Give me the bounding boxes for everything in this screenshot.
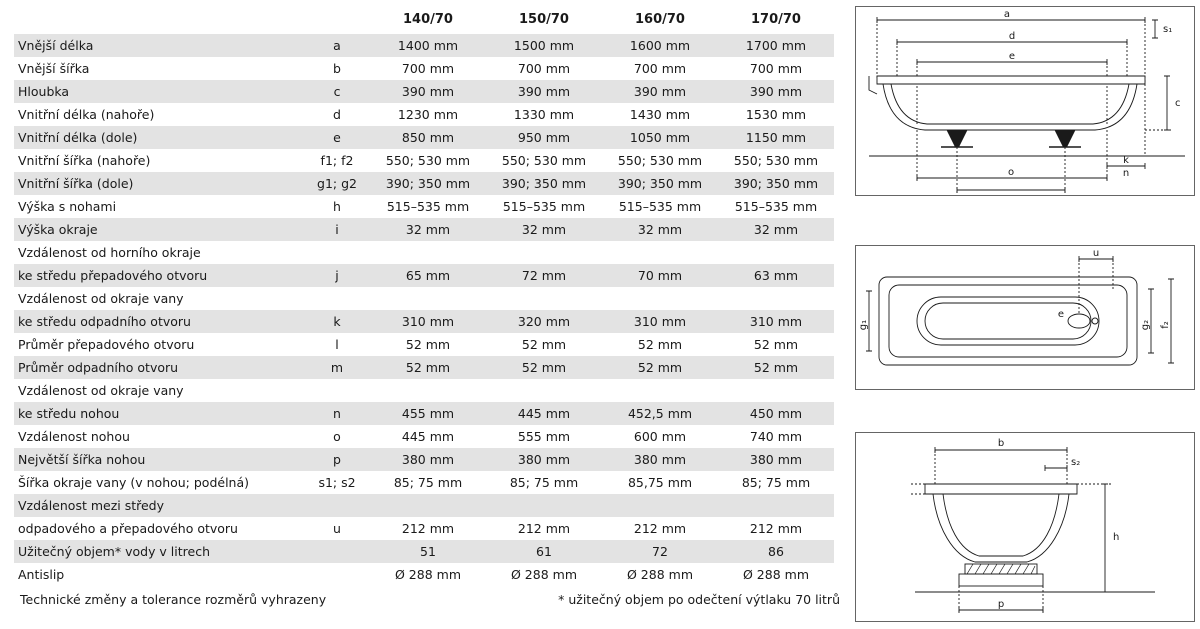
header-size-150-70: 150/70 xyxy=(486,8,602,34)
row-symbol: b xyxy=(304,57,370,80)
row-value-160: 380 mm xyxy=(602,448,718,471)
row-value-140: 390; 350 mm xyxy=(370,172,486,195)
row-value-170: 85; 75 mm xyxy=(718,471,834,494)
row-value-150: 950 mm xyxy=(486,126,602,149)
row-value-150: 515–535 mm xyxy=(486,195,602,218)
row-value-160: 70 mm xyxy=(602,264,718,287)
row-value-170: 63 mm xyxy=(718,264,834,287)
dim-label-e: e xyxy=(1008,51,1016,62)
dim-label-p: p xyxy=(997,599,1005,610)
row-value-160: Ø 288 mm xyxy=(602,563,718,586)
table-row xyxy=(14,264,834,287)
row-label: Výška okraje xyxy=(14,218,304,241)
footnote-volume: * užitečný objem po odečtení výtlaku 70 litrů xyxy=(558,592,840,607)
row-value-150 xyxy=(486,379,602,402)
table-row xyxy=(14,333,834,356)
row-symbol xyxy=(304,494,370,517)
row-value-140: 1400 mm xyxy=(370,34,486,57)
row-symbol: h xyxy=(304,195,370,218)
table-row xyxy=(14,356,834,379)
row-label: Vzdálenost nohou xyxy=(14,425,304,448)
row-value-140: 52 mm xyxy=(370,356,486,379)
row-value-160: 52 mm xyxy=(602,333,718,356)
row-value-160: 390 mm xyxy=(602,80,718,103)
row-value-170: Ø 288 mm xyxy=(718,563,834,586)
row-value-170: 390; 350 mm xyxy=(718,172,834,195)
row-value-150 xyxy=(486,287,602,310)
row-value-140: 310 mm xyxy=(370,310,486,333)
row-label: Užitečný objem* vody v litrech xyxy=(14,540,304,563)
row-value-170: 1150 mm xyxy=(718,126,834,149)
row-value-140: 515–535 mm xyxy=(370,195,486,218)
table-row xyxy=(14,517,834,540)
row-value-140: 85; 75 mm xyxy=(370,471,486,494)
dimensions-table xyxy=(14,8,834,586)
row-label: Vnější délka xyxy=(14,34,304,57)
dimensions-table-container xyxy=(14,8,834,586)
row-value-150: 555 mm xyxy=(486,425,602,448)
row-value-160: 550; 530 mm xyxy=(602,149,718,172)
header-label-col xyxy=(14,8,304,34)
row-value-150: 52 mm xyxy=(486,356,602,379)
row-symbol: a xyxy=(304,34,370,57)
row-value-140 xyxy=(370,494,486,517)
row-label: Vnitřní délka (nahoře) xyxy=(14,103,304,126)
table-row xyxy=(14,149,834,172)
row-value-150 xyxy=(486,241,602,264)
table-row xyxy=(14,103,834,126)
header-size-160-70: 160/70 xyxy=(602,8,718,34)
row-value-170: 700 mm xyxy=(718,57,834,80)
row-value-150: 1500 mm xyxy=(486,34,602,57)
row-symbol xyxy=(304,563,370,586)
row-symbol: u xyxy=(304,517,370,540)
header-symbol-col xyxy=(304,8,370,34)
row-value-150: 445 mm xyxy=(486,402,602,425)
row-value-160: 212 mm xyxy=(602,517,718,540)
row-label: Vzdálenost mezi středy xyxy=(14,494,304,517)
row-value-160: 515–535 mm xyxy=(602,195,718,218)
dim-label-g1: g₁ xyxy=(858,319,869,331)
row-symbol: n xyxy=(304,402,370,425)
row-label: Největší šířka nohou xyxy=(14,448,304,471)
row-label: ke středu odpadního otvoru xyxy=(14,310,304,333)
row-value-140 xyxy=(370,379,486,402)
row-value-170 xyxy=(718,287,834,310)
dim-label-e-top: e xyxy=(1057,309,1065,320)
row-symbol: m xyxy=(304,356,370,379)
row-value-140 xyxy=(370,241,486,264)
row-value-150: 390; 350 mm xyxy=(486,172,602,195)
table-row xyxy=(14,34,834,57)
table-body xyxy=(14,34,834,586)
table-row xyxy=(14,195,834,218)
row-symbol: d xyxy=(304,103,370,126)
row-value-160: 1430 mm xyxy=(602,103,718,126)
row-value-140: 445 mm xyxy=(370,425,486,448)
table-row xyxy=(14,241,834,264)
row-value-160: 452,5 mm xyxy=(602,402,718,425)
table-row xyxy=(14,379,834,402)
row-symbol: s1; s2 xyxy=(304,471,370,494)
dim-label-s2: s₂ xyxy=(1071,457,1081,468)
front-section-drawing xyxy=(855,432,1195,622)
row-value-150: 52 mm xyxy=(486,333,602,356)
row-value-170: 550; 530 mm xyxy=(718,149,834,172)
row-label: Antislip xyxy=(14,563,304,586)
row-value-140: 65 mm xyxy=(370,264,486,287)
row-label: Průměr odpadního otvoru xyxy=(14,356,304,379)
row-value-170 xyxy=(718,379,834,402)
row-value-170: 380 mm xyxy=(718,448,834,471)
row-value-150: 61 xyxy=(486,540,602,563)
row-value-160: 72 xyxy=(602,540,718,563)
table-row xyxy=(14,563,834,586)
row-value-150: 390 mm xyxy=(486,80,602,103)
row-label: Výška s nohami xyxy=(14,195,304,218)
row-value-170: 1700 mm xyxy=(718,34,834,57)
row-symbol: c xyxy=(304,80,370,103)
row-label: Vnitřní délka (dole) xyxy=(14,126,304,149)
footnotes xyxy=(14,592,844,607)
dim-label-a: a xyxy=(1003,9,1011,20)
dim-label-g2: g₂ xyxy=(1140,319,1151,331)
dim-label-u: u xyxy=(1092,248,1100,259)
table-row xyxy=(14,218,834,241)
row-value-150: 550; 530 mm xyxy=(486,149,602,172)
row-value-170: 32 mm xyxy=(718,218,834,241)
row-value-150: 32 mm xyxy=(486,218,602,241)
row-value-150: 72 mm xyxy=(486,264,602,287)
row-value-140: 455 mm xyxy=(370,402,486,425)
table-row xyxy=(14,448,834,471)
row-value-160: 700 mm xyxy=(602,57,718,80)
row-value-150: Ø 288 mm xyxy=(486,563,602,586)
row-symbol xyxy=(304,241,370,264)
row-value-160: 390; 350 mm xyxy=(602,172,718,195)
row-value-160: 310 mm xyxy=(602,310,718,333)
row-label: ke středu přepadového otvoru xyxy=(14,264,304,287)
row-label: odpadového a přepadového otvoru xyxy=(14,517,304,540)
row-symbol: o xyxy=(304,425,370,448)
row-value-160: 1600 mm xyxy=(602,34,718,57)
dim-label-s1: s₁ xyxy=(1163,24,1173,35)
row-symbol xyxy=(304,287,370,310)
footnote-technical-changes: Technické změny a tolerance rozměrů vyhrazeny xyxy=(20,592,327,607)
row-value-140: 52 mm xyxy=(370,333,486,356)
header-size-140-70: 140/70 xyxy=(370,8,486,34)
row-label: Vnitřní šířka (nahoře) xyxy=(14,149,304,172)
dim-label-n: n xyxy=(1122,168,1130,179)
row-label: Průměr přepadového otvoru xyxy=(14,333,304,356)
table-header xyxy=(14,8,834,34)
row-value-140: 700 mm xyxy=(370,57,486,80)
technical-drawings xyxy=(845,0,1200,629)
row-value-160: 600 mm xyxy=(602,425,718,448)
row-label: ke středu nohou xyxy=(14,402,304,425)
row-value-160 xyxy=(602,494,718,517)
row-value-170: 52 mm xyxy=(718,356,834,379)
row-value-140: Ø 288 mm xyxy=(370,563,486,586)
row-symbol: l xyxy=(304,333,370,356)
row-value-160: 1050 mm xyxy=(602,126,718,149)
row-value-150: 85; 75 mm xyxy=(486,471,602,494)
row-symbol: j xyxy=(304,264,370,287)
row-value-140: 380 mm xyxy=(370,448,486,471)
row-value-140: 550; 530 mm xyxy=(370,149,486,172)
row-value-170: 52 mm xyxy=(718,333,834,356)
table-row xyxy=(14,57,834,80)
top-plan-drawing xyxy=(855,245,1195,390)
row-value-160: 85,75 mm xyxy=(602,471,718,494)
row-value-170 xyxy=(718,494,834,517)
side-elevation-drawing xyxy=(855,6,1195,196)
row-value-170: 450 mm xyxy=(718,402,834,425)
row-symbol: p xyxy=(304,448,370,471)
table-row xyxy=(14,402,834,425)
table-row xyxy=(14,425,834,448)
row-symbol: k xyxy=(304,310,370,333)
row-value-140: 850 mm xyxy=(370,126,486,149)
row-value-170: 740 mm xyxy=(718,425,834,448)
row-value-170: 86 xyxy=(718,540,834,563)
table-row xyxy=(14,494,834,517)
dim-label-c: c xyxy=(1175,98,1181,109)
row-value-160 xyxy=(602,241,718,264)
dim-label-o: o xyxy=(1007,167,1015,178)
row-label: Vnější šířka xyxy=(14,57,304,80)
dim-label-k: k xyxy=(1123,155,1129,166)
row-label: Vzdálenost od okraje vany xyxy=(14,379,304,402)
row-value-140: 212 mm xyxy=(370,517,486,540)
dim-label-d: d xyxy=(1008,31,1016,42)
row-symbol: g1; g2 xyxy=(304,172,370,195)
row-label: Hloubka xyxy=(14,80,304,103)
table-row xyxy=(14,540,834,563)
dim-label-h: h xyxy=(1113,532,1120,543)
row-value-170: 1530 mm xyxy=(718,103,834,126)
table-row xyxy=(14,126,834,149)
row-symbol: e xyxy=(304,126,370,149)
row-label: Vnitřní šířka (dole) xyxy=(14,172,304,195)
table-header-row xyxy=(14,8,834,34)
row-value-150: 212 mm xyxy=(486,517,602,540)
table-row xyxy=(14,172,834,195)
row-symbol xyxy=(304,379,370,402)
dim-label-f2: f₂ xyxy=(1160,321,1171,329)
row-value-150: 1330 mm xyxy=(486,103,602,126)
row-value-140: 390 mm xyxy=(370,80,486,103)
row-label: Šířka okraje vany (v nohou; podélná) xyxy=(14,471,304,494)
table-row xyxy=(14,287,834,310)
row-value-170: 310 mm xyxy=(718,310,834,333)
row-value-160 xyxy=(602,379,718,402)
row-value-170 xyxy=(718,241,834,264)
table-row xyxy=(14,310,834,333)
row-label: Vzdálenost od okraje vany xyxy=(14,287,304,310)
row-value-150 xyxy=(486,494,602,517)
table-row xyxy=(14,80,834,103)
dim-label-b: b xyxy=(997,438,1005,449)
row-value-150: 380 mm xyxy=(486,448,602,471)
row-value-160 xyxy=(602,287,718,310)
row-value-140: 51 xyxy=(370,540,486,563)
row-symbol: f1; f2 xyxy=(304,149,370,172)
row-value-160: 52 mm xyxy=(602,356,718,379)
row-value-150: 320 mm xyxy=(486,310,602,333)
row-value-170: 515–535 mm xyxy=(718,195,834,218)
row-value-170: 390 mm xyxy=(718,80,834,103)
row-value-140: 32 mm xyxy=(370,218,486,241)
row-value-160: 32 mm xyxy=(602,218,718,241)
row-symbol xyxy=(304,540,370,563)
row-symbol: i xyxy=(304,218,370,241)
row-value-140 xyxy=(370,287,486,310)
row-value-170: 212 mm xyxy=(718,517,834,540)
header-size-170-70: 170/70 xyxy=(718,8,834,34)
row-value-150: 700 mm xyxy=(486,57,602,80)
row-label: Vzdálenost od horního okraje xyxy=(14,241,304,264)
table-row xyxy=(14,471,834,494)
row-value-140: 1230 mm xyxy=(370,103,486,126)
